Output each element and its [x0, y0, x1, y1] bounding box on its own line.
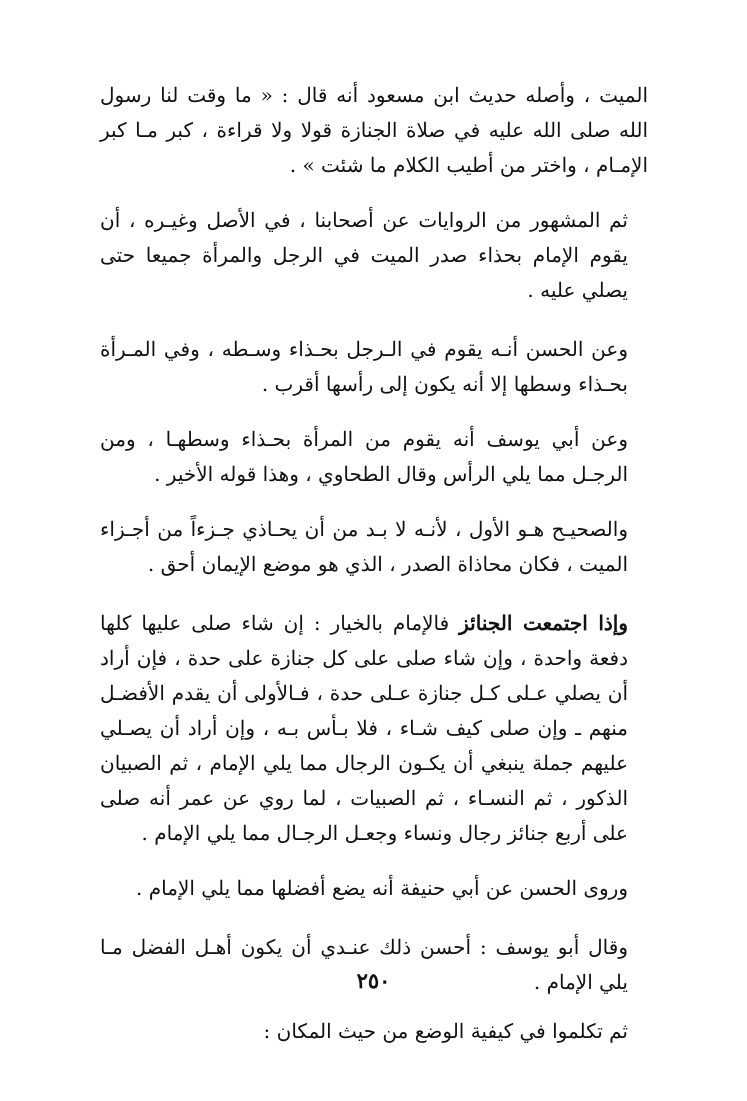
section-lead: وإذا اجتمعت الجنائز	[459, 611, 628, 635]
line: الميت ، فكان محاذاة الصدر ، الذي هو موضع الإيمان أحق .	[147, 552, 628, 576]
line: وسطها إلا أنه يكون إلى رأسها أقرب .	[261, 372, 572, 396]
line: ثم المشهور من الروايات عن أصحابنا ، في الأصل وغيـره ، أن يقوم	[100, 208, 628, 267]
line: أطيب الكلام ما شئت » .	[289, 153, 494, 177]
paragraph-7	[100, 871, 648, 906]
line: الإمام بحذاء صدر الميت في الرجل والمرأة جميعا حتى يصلي عليه .	[100, 243, 628, 302]
paragraph-9	[100, 1014, 648, 1049]
paragraph-4	[100, 422, 648, 492]
line: واحدة ، وإن شاء صلى على كل جنازة على حدة ، فإن أراد أن يصلي عـلى	[100, 646, 629, 705]
line: الميت ، وأصله حديث ابن مسعود أنه قال : « ما وقت لنا رسول الله صلى	[100, 83, 648, 142]
paragraph-1	[100, 78, 648, 183]
line: وعن أبي يوسف أنه يقوم من المرأة بحـذاء وسطهـا ، ومن الرجـل مما	[100, 427, 628, 486]
page-number: ٢٥٠	[356, 968, 391, 993]
line: شـاء ، فلا بـأس بـه ، وإن أراد أن يصـلي عليهم جملة ينبغي أن يكـون	[100, 716, 629, 775]
paragraph-6	[100, 606, 648, 851]
paragraph-3	[100, 332, 648, 402]
line: فالإمام بالخيار : إن شاء صلى عليها كلها دفعة	[100, 611, 628, 670]
line: وعن الحسن أنـه يقوم في الـرجل بحـذاء وسـطه ، وفي المـرأة بحـذاء	[100, 337, 628, 396]
line: يلي الرأس وقال الطحاوي ، وهذا قوله الأخير .	[154, 462, 531, 486]
line: ثم تكلموا في كيفية الوضع من حيث المكان :	[263, 1019, 628, 1043]
line: لما روي عن عمر أنه صلى على أربع جنائز رجال ونساء وجعـل الرجـال مما	[100, 786, 628, 845]
line: الإمام .	[533, 970, 593, 994]
line: وروى الحسن عن أبي حنيفة أنه يضع أفضلها مما يلي الإمام .	[136, 876, 628, 900]
line: كـل جنازة عـلى حدة ، فـالأولى أن يقدم الأفضـل منهم ـ وإن صلى كيف	[100, 681, 629, 740]
line: وقال أبو يوسف : أحسن ذلك عنـدي أن يكون أهـل الفضل مـا يلي	[100, 935, 628, 994]
line: والصحيـح هـو الأول ، لأنـه لا بـد من أن يحـاذي جـزءاً من أجـزاء	[100, 517, 628, 541]
paragraph-2	[100, 203, 648, 308]
line: الرجال مما يلي الإمام ، ثم الصبيان الذكور ، ثم النسـاء ، ثم الصبيات ،	[100, 751, 629, 810]
paragraph-5	[100, 512, 648, 582]
line: الله عليه في صلاة الجنازة قولا ولا قراءة ، كبر مـا كبر الإمـام ، واختر من	[100, 118, 648, 177]
line: يلي الإمام .	[141, 821, 236, 845]
page-body	[100, 78, 648, 1049]
